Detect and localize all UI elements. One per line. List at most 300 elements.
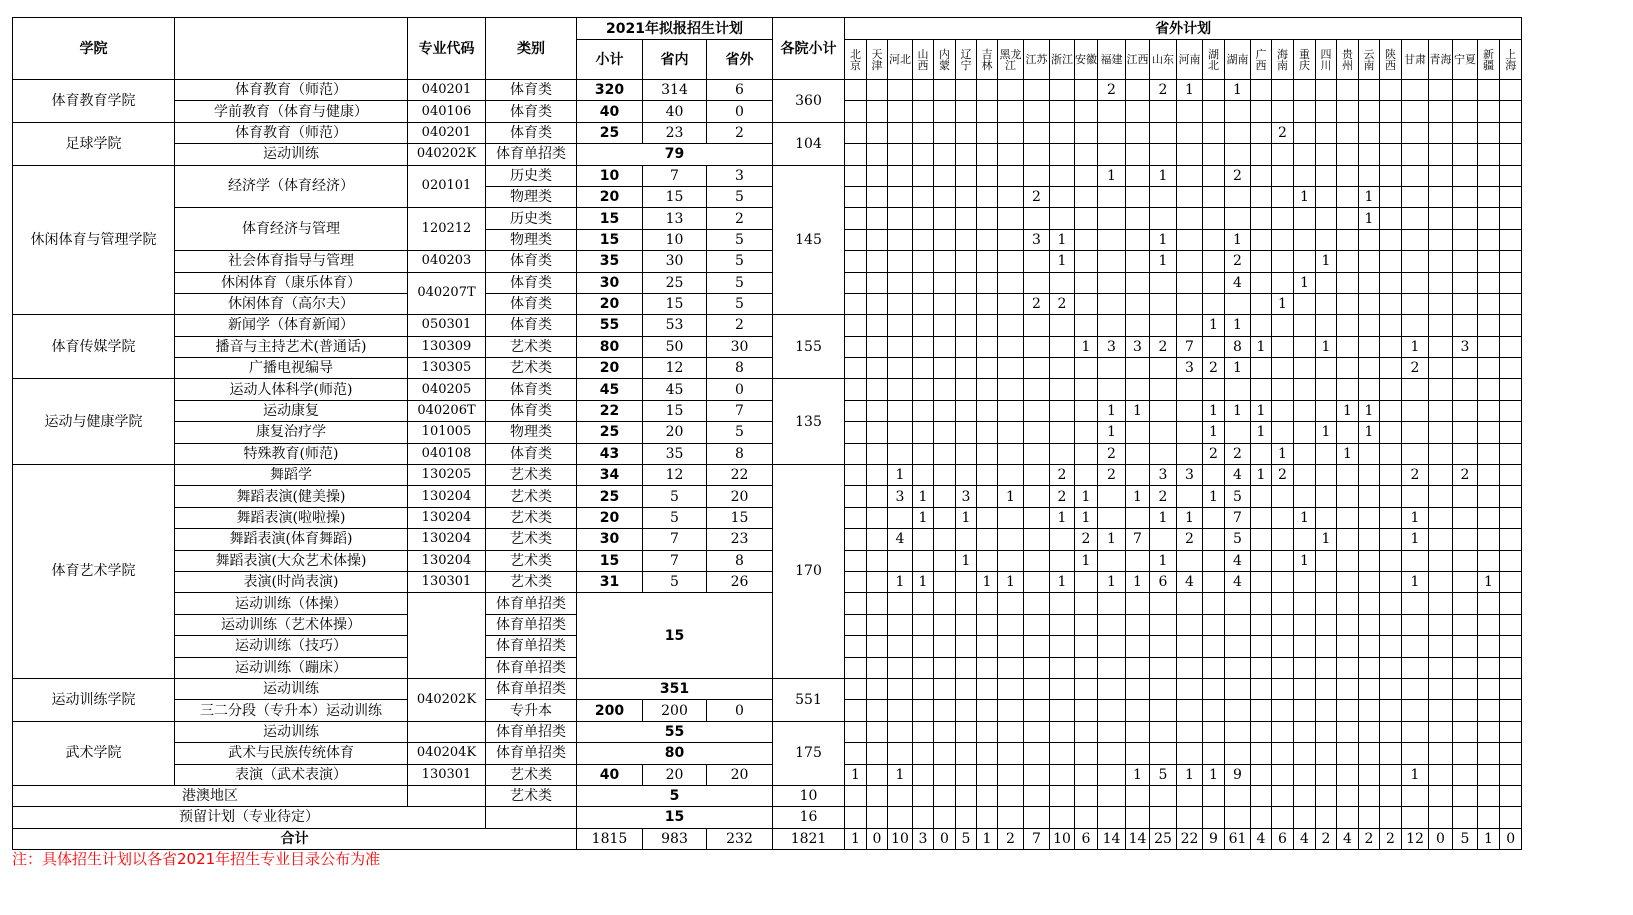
province-count (867, 593, 888, 614)
province-count (1272, 550, 1294, 571)
province-count (1272, 144, 1294, 165)
province-header: 广西 (1251, 40, 1272, 80)
category: 体育类 (486, 122, 577, 143)
college-total: 155 (773, 315, 845, 379)
province-count: 7 (1225, 507, 1251, 528)
province-count (1478, 636, 1500, 657)
province-count (1203, 186, 1225, 207)
province-count (1126, 593, 1150, 614)
province-count (956, 186, 977, 207)
province-count (1203, 465, 1225, 486)
province-count: 3 (1024, 229, 1050, 250)
province-count (1359, 529, 1380, 550)
province-count (1177, 593, 1203, 614)
province-count (845, 593, 867, 614)
province-count (1024, 465, 1050, 486)
province-count (867, 379, 888, 400)
province-count (1272, 186, 1294, 207)
province-count (1337, 80, 1359, 101)
province-count (998, 186, 1024, 207)
province-count (1402, 186, 1429, 207)
province-count (1429, 272, 1453, 293)
merged-plan-count: 351 (577, 678, 773, 699)
plan-out-province: 5 (707, 272, 773, 293)
province-count (867, 636, 888, 657)
plan-in-province: 15 (643, 293, 707, 314)
province-count (956, 251, 977, 272)
province-count (934, 529, 956, 550)
province-count (977, 593, 998, 614)
major-name: 广播电视编导 (175, 358, 408, 379)
category: 体育类 (486, 101, 577, 122)
category: 体育单招类 (486, 144, 577, 165)
province-count (1225, 379, 1251, 400)
province-count (1050, 315, 1075, 336)
province-count (888, 422, 913, 443)
category: 体育单招类 (486, 743, 577, 764)
province-count (888, 229, 913, 250)
province-count (1251, 122, 1272, 143)
province-count (867, 721, 888, 742)
province-count (1024, 379, 1050, 400)
province-count (1478, 165, 1500, 186)
province-count (1050, 272, 1075, 293)
province-count (1075, 315, 1098, 336)
plan-out-province: 0 (707, 101, 773, 122)
province-count (1225, 422, 1251, 443)
province-count (1050, 80, 1075, 101)
table-row (13, 571, 1522, 592)
province-count: 1 (1150, 251, 1177, 272)
province-count (1251, 657, 1272, 678)
province-count (1380, 678, 1402, 699)
plan-in-province: 20 (643, 764, 707, 785)
province-count (1337, 529, 1359, 550)
province-total: 14 (1126, 828, 1150, 849)
province-count (1050, 678, 1075, 699)
province-count (1075, 657, 1098, 678)
province-count (1453, 315, 1478, 336)
province-count (1150, 678, 1177, 699)
major-name: 表演（武术表演） (175, 764, 408, 785)
province-count (1272, 678, 1294, 699)
province-count (1024, 422, 1050, 443)
province-count (1177, 614, 1203, 635)
category: 体育类 (486, 315, 577, 336)
province-count (1429, 636, 1453, 657)
major-code: 040201 (408, 80, 486, 101)
province-count: 2 (1150, 486, 1177, 507)
province-count (1203, 122, 1225, 143)
province-count (1251, 550, 1272, 571)
province-count (956, 593, 977, 614)
province-count (1203, 80, 1225, 101)
province-count (1024, 785, 1050, 806)
province-count (1402, 678, 1429, 699)
province-count (1478, 486, 1500, 507)
province-count: 1 (1402, 764, 1429, 785)
province-count: 1 (1126, 400, 1150, 421)
province-count (1402, 593, 1429, 614)
merged-plan-count: 80 (577, 743, 773, 764)
province-count (1126, 101, 1150, 122)
province-count (1272, 785, 1294, 806)
province-count (1337, 186, 1359, 207)
province-count (1050, 593, 1075, 614)
major-name: 舞蹈表演(啦啦操) (175, 507, 408, 528)
province-count (1203, 507, 1225, 528)
province-total: 2 (1359, 828, 1380, 849)
province-count (1126, 678, 1150, 699)
province-count: 1 (845, 764, 867, 785)
category (486, 807, 577, 828)
province-count (1203, 379, 1225, 400)
province-count (956, 80, 977, 101)
province-count (1429, 443, 1453, 464)
province-count (1177, 251, 1203, 272)
plan-subtotal: 20 (577, 507, 643, 528)
province-total: 4 (1294, 828, 1316, 849)
province-count (845, 507, 867, 528)
province-count (1429, 229, 1453, 250)
province-count (1177, 807, 1203, 828)
province-count (1225, 614, 1251, 635)
province-count (998, 251, 1024, 272)
province-count (1126, 507, 1150, 528)
province-count (1225, 293, 1251, 314)
province-count (888, 165, 913, 186)
province-count (998, 743, 1024, 764)
province-count (1380, 593, 1402, 614)
major-name: 运动训练（体操） (175, 593, 408, 614)
province-count (888, 122, 913, 143)
province-count (1272, 593, 1294, 614)
province-count (1478, 251, 1500, 272)
province-count (867, 507, 888, 528)
province-count (888, 507, 913, 528)
major-code: 130204 (408, 507, 486, 528)
province-count (1337, 293, 1359, 314)
province-count (1272, 743, 1294, 764)
province-count: 3 (1098, 336, 1126, 357)
province-count (1359, 336, 1380, 357)
province-count (1225, 593, 1251, 614)
province-count (913, 443, 934, 464)
province-count (1429, 186, 1453, 207)
province-count (845, 550, 867, 571)
province-count (1478, 379, 1500, 400)
province-count (1316, 358, 1337, 379)
merged-plan-count: 79 (577, 144, 773, 165)
province-count (1316, 272, 1337, 293)
province-count (867, 358, 888, 379)
plan-subtotal: 320 (577, 80, 643, 101)
province-count (1075, 636, 1098, 657)
province-count (1402, 807, 1429, 828)
province-count (1359, 571, 1380, 592)
province-count (998, 636, 1024, 657)
province-count (1453, 400, 1478, 421)
province-count (1177, 657, 1203, 678)
province-header: 海南 (1272, 40, 1294, 80)
province-count (1126, 465, 1150, 486)
category: 艺术类 (486, 785, 577, 806)
province-count (1429, 400, 1453, 421)
province-count (1316, 379, 1337, 400)
plan-subtotal: 25 (577, 122, 643, 143)
province-count (1126, 315, 1150, 336)
table-row (13, 336, 1522, 357)
province-count (1316, 208, 1337, 229)
province-count (956, 101, 977, 122)
province-count: 3 (888, 486, 913, 507)
province-count (845, 229, 867, 250)
province-count (1098, 251, 1126, 272)
category: 艺术类 (486, 507, 577, 528)
province-count (1075, 743, 1098, 764)
province-count (1500, 636, 1522, 657)
province-count (1429, 251, 1453, 272)
province-count (1316, 144, 1337, 165)
province-count (1203, 593, 1225, 614)
province-count (845, 101, 867, 122)
province-count (1337, 614, 1359, 635)
province-count (1203, 636, 1225, 657)
major-code (408, 785, 486, 806)
province-count (1075, 807, 1098, 828)
province-total: 25 (1150, 828, 1177, 849)
province-count: 1 (1075, 550, 1098, 571)
province-count (1272, 614, 1294, 635)
province-count (1337, 422, 1359, 443)
province-count (1024, 443, 1050, 464)
category: 艺术类 (486, 764, 577, 785)
province-count (1098, 186, 1126, 207)
province-count: 1 (1272, 293, 1294, 314)
province-count (1380, 807, 1402, 828)
province-count (1402, 657, 1429, 678)
province-count (1098, 721, 1126, 742)
province-count (1177, 550, 1203, 571)
province-count: 1 (1251, 400, 1272, 421)
province-header: 湖北 (1203, 40, 1225, 80)
province-count (1453, 486, 1478, 507)
province-count (1478, 336, 1500, 357)
province-count (956, 636, 977, 657)
table-row (13, 251, 1522, 272)
college-name: 武术学院 (13, 721, 175, 785)
province-count (934, 571, 956, 592)
province-count (1380, 785, 1402, 806)
province-total: 2 (998, 828, 1024, 849)
province-count (913, 208, 934, 229)
province-count (998, 529, 1024, 550)
province-count (1500, 186, 1522, 207)
major-code: 130305 (408, 358, 486, 379)
province-count (1453, 101, 1478, 122)
province-count (1272, 208, 1294, 229)
province-count (1337, 122, 1359, 143)
province-count (1316, 443, 1337, 464)
province-count (1177, 721, 1203, 742)
college-total: 135 (773, 379, 845, 465)
province-count: 1 (1098, 400, 1126, 421)
province-count (977, 764, 998, 785)
province-count (1075, 80, 1098, 101)
province-count (1316, 229, 1337, 250)
province-count (1272, 336, 1294, 357)
province-total: 1 (845, 828, 867, 849)
province-count (998, 229, 1024, 250)
province-count (1024, 336, 1050, 357)
province-count (867, 400, 888, 421)
province-count (888, 379, 913, 400)
province-count: 1 (888, 764, 913, 785)
province-total: 10 (1050, 828, 1075, 849)
province-count (1050, 743, 1075, 764)
province-count (1478, 400, 1500, 421)
province-count (1359, 122, 1380, 143)
college-name: 体育教育学院 (13, 80, 175, 123)
header-code: 专业代码 (408, 18, 486, 80)
province-count (1429, 486, 1453, 507)
province-count (845, 486, 867, 507)
province-count (1478, 208, 1500, 229)
plan-subtotal: 43 (577, 443, 643, 464)
province-count (1024, 251, 1050, 272)
province-count (1272, 571, 1294, 592)
province-count (934, 122, 956, 143)
college-total: 16 (773, 807, 845, 828)
province-count (1272, 80, 1294, 101)
plan-in-province: 30 (643, 251, 707, 272)
major-name: 武术与民族传统体育 (175, 743, 408, 764)
province-total: 6 (1075, 828, 1098, 849)
province-count (888, 144, 913, 165)
category: 体育类 (486, 80, 577, 101)
province-count: 2 (1177, 529, 1203, 550)
province-total: 5 (956, 828, 977, 849)
province-count (1500, 272, 1522, 293)
province-header: 陕西 (1380, 40, 1402, 80)
province-count (1126, 743, 1150, 764)
province-count (934, 721, 956, 742)
province-count (1402, 614, 1429, 635)
province-count (1478, 764, 1500, 785)
province-count (934, 614, 956, 635)
province-count (934, 785, 956, 806)
province-count (1177, 315, 1203, 336)
province-count (1316, 315, 1337, 336)
plan-in-province: 15 (643, 186, 707, 207)
province-count (1316, 636, 1337, 657)
province-count (956, 336, 977, 357)
province-count: 2 (1050, 465, 1075, 486)
plan-subtotal: 20 (577, 358, 643, 379)
province-count (998, 315, 1024, 336)
plan-out-province: 20 (707, 486, 773, 507)
province-count (1380, 507, 1402, 528)
footnote: 注：具体招生计划以各省2021年招生专业目录公布为准 (12, 850, 381, 868)
province-count (956, 700, 977, 721)
plan-in-province: 45 (643, 379, 707, 400)
province-count: 1 (1150, 229, 1177, 250)
province-count (998, 465, 1024, 486)
plan-in-province: 7 (643, 165, 707, 186)
province-header: 河南 (1177, 40, 1203, 80)
province-count: 1 (1359, 422, 1380, 443)
province-count (1203, 251, 1225, 272)
province-count (1429, 144, 1453, 165)
category: 历史类 (486, 208, 577, 229)
province-count (1294, 443, 1316, 464)
province-count (1316, 80, 1337, 101)
province-count (1478, 272, 1500, 293)
province-count (1272, 272, 1294, 293)
province-count (1294, 400, 1316, 421)
province-count (867, 529, 888, 550)
province-count (1272, 400, 1294, 421)
province-count (1126, 657, 1150, 678)
province-count (1359, 443, 1380, 464)
province-count (1453, 379, 1478, 400)
province-count: 1 (1098, 529, 1126, 550)
plan-out-province: 8 (707, 550, 773, 571)
province-count (1050, 122, 1075, 143)
province-count (1402, 422, 1429, 443)
province-count: 1 (1359, 186, 1380, 207)
province-count (1024, 315, 1050, 336)
province-count (1337, 743, 1359, 764)
province-count (1272, 636, 1294, 657)
province-count (1337, 678, 1359, 699)
province-count (934, 186, 956, 207)
province-count: 1 (913, 571, 934, 592)
province-count: 7 (1126, 529, 1150, 550)
category: 体育类 (486, 251, 577, 272)
table-row (13, 400, 1522, 421)
province-count (1402, 80, 1429, 101)
plan-in-province: 7 (643, 550, 707, 571)
province-count (1453, 764, 1478, 785)
province-count (1500, 678, 1522, 699)
major-code: 101005 (408, 422, 486, 443)
province-count (888, 785, 913, 806)
province-count (934, 657, 956, 678)
province-count (867, 678, 888, 699)
province-header: 内蒙 (934, 40, 956, 80)
category: 体育单招类 (486, 721, 577, 742)
province-count (1500, 807, 1522, 828)
province-count (845, 165, 867, 186)
province-count: 1 (1098, 422, 1126, 443)
province-count (1177, 208, 1203, 229)
province-count (977, 272, 998, 293)
province-count: 2 (1272, 465, 1294, 486)
province-count (888, 80, 913, 101)
category: 艺术类 (486, 336, 577, 357)
province-count (1150, 807, 1177, 828)
province-count: 1 (1402, 507, 1429, 528)
plan-out-province: 26 (707, 571, 773, 592)
province-count: 1 (1050, 251, 1075, 272)
province-count (845, 636, 867, 657)
province-count (1402, 144, 1429, 165)
province-count (1050, 443, 1075, 464)
province-count (977, 208, 998, 229)
province-count (845, 443, 867, 464)
province-count (998, 358, 1024, 379)
